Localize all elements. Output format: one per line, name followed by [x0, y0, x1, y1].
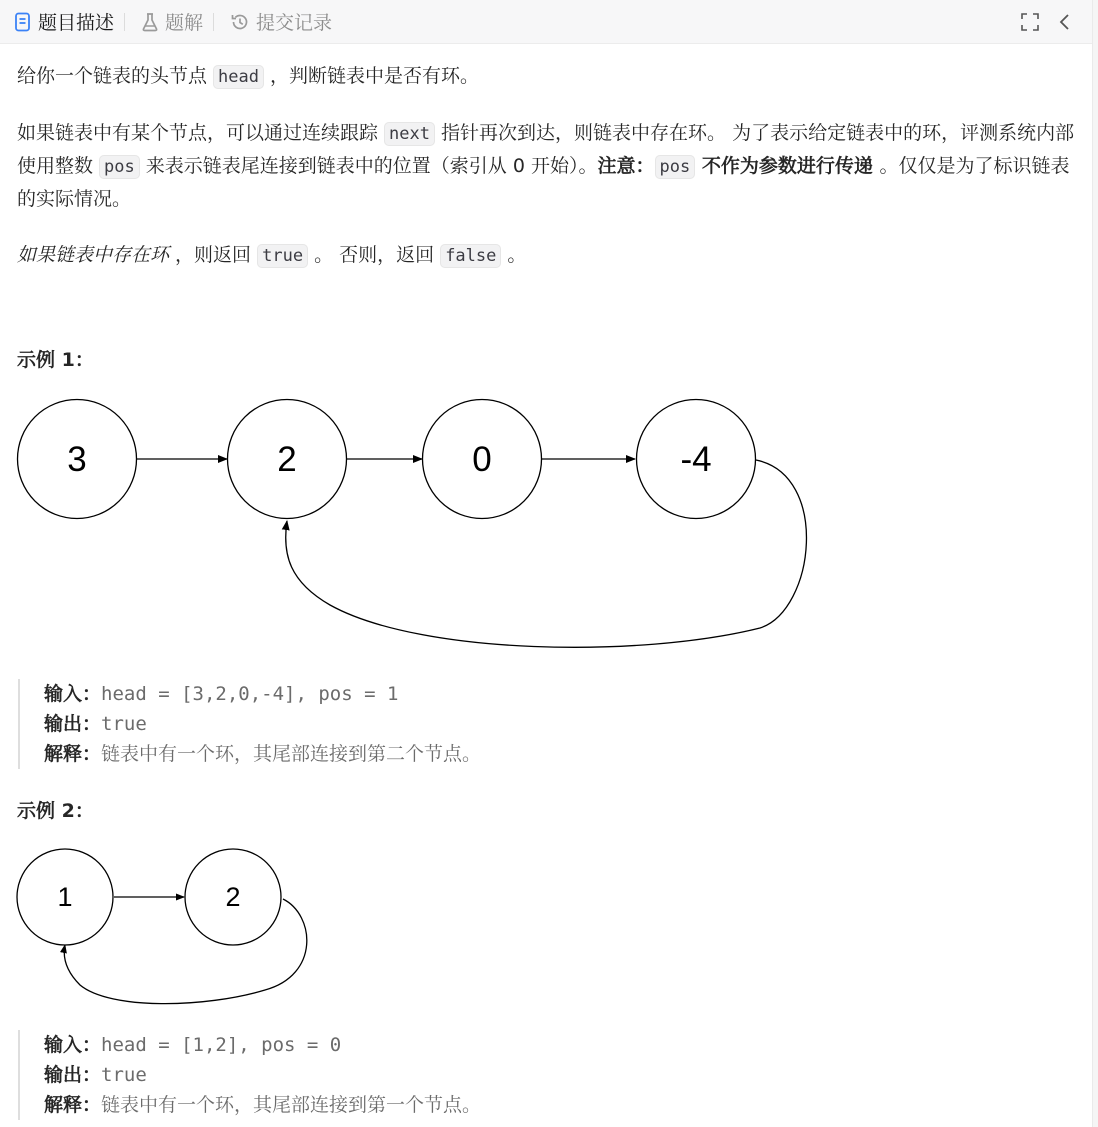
text: 来表示链表尾连接到链表中的位置（索引从 0 开始）。: [139, 155, 598, 177]
tab-solutions[interactable]: [127, 0, 211, 44]
example-1-heading: 示例 1：: [17, 349, 94, 371]
node-value: -4: [680, 440, 712, 479]
text: 。 否则，返回: [308, 244, 441, 266]
tab-solutions-label: 题解: [165, 12, 204, 34]
paragraph-detail: [17, 117, 1077, 215]
list-node: [185, 849, 281, 945]
inline-code: false: [440, 244, 501, 268]
explanation-value: 链表中有一个环，其尾部连接到第二个节点。: [101, 743, 482, 765]
inline-code: pos: [655, 155, 696, 179]
list-node: [228, 400, 347, 519]
tab-submissions-label: 提交记录: [256, 12, 333, 34]
list-node: [18, 400, 137, 519]
node-value: 0: [472, 440, 492, 479]
scrollbar[interactable]: [1092, 0, 1098, 1127]
list-node: [637, 400, 756, 519]
text: 。: [501, 244, 527, 266]
problem-description: [17, 46, 1077, 272]
output-label: 输出：: [44, 1064, 102, 1086]
example-2-linked-list-diagram: [0, 840, 330, 1015]
node-value: 2: [225, 882, 241, 912]
text: ，则返回: [169, 244, 258, 266]
example-output-line: [44, 709, 481, 739]
flask-icon: [141, 12, 159, 32]
fullscreen-icon[interactable]: [1020, 12, 1040, 32]
list-node: [423, 400, 542, 519]
tab-description-label: 题目描述: [38, 12, 115, 34]
text: ，判断链表中是否有环。: [264, 65, 480, 87]
tab-divider: [124, 13, 125, 31]
text: 给你一个链表的头节点: [17, 65, 214, 87]
tab-description[interactable]: [0, 0, 122, 44]
explanation-label: 解释：: [44, 1094, 102, 1116]
history-icon: [230, 12, 250, 32]
node-value: 1: [57, 882, 73, 912]
node-value: 2: [277, 440, 297, 479]
tab-submissions[interactable]: [216, 0, 340, 44]
input-label: 输入：: [44, 1034, 102, 1056]
example-input-line: [44, 1030, 481, 1060]
example-input-line: [44, 679, 481, 709]
example-2-block: [18, 1030, 481, 1120]
text: 。仅仅是为了标识链表的实际情况。: [17, 155, 1070, 210]
output-label: 输出：: [44, 713, 102, 735]
explanation-label: 解释：: [44, 743, 102, 765]
example-1-block: [18, 679, 481, 769]
paragraph-intro: [17, 60, 1077, 93]
example-output-line: [44, 1060, 481, 1090]
output-value: true: [101, 1064, 147, 1086]
document-icon: [14, 12, 32, 32]
tab-bar: [0, 0, 1092, 44]
inline-code: pos: [99, 155, 140, 179]
input-label: 输入：: [44, 683, 102, 705]
output-value: true: [101, 713, 147, 735]
explanation-value: 链表中有一个环，其尾部连接到第一个节点。: [101, 1094, 482, 1116]
bold-text: 不作为参数进行传递: [695, 155, 880, 177]
inline-code: true: [257, 244, 308, 268]
node-value: 3: [67, 440, 87, 479]
inline-code: head: [213, 65, 264, 89]
tab-divider: [213, 13, 214, 31]
input-value: head = [3,2,0,-4], pos = 1: [101, 683, 399, 705]
bold-text: 注意：: [597, 155, 655, 177]
text: 如果链表中有某个节点，可以通过连续跟踪: [17, 122, 385, 144]
text: 指针再次到达，则链表中存在环。 为了表示给定链表中的环，评测系统内部使用整数: [17, 122, 1075, 177]
inline-code: next: [384, 122, 435, 146]
example-1-linked-list-diagram: [0, 390, 830, 660]
italic-text: 如果链表中存在环: [17, 244, 170, 266]
example-2-heading: 示例 2：: [17, 800, 94, 822]
list-node: [17, 849, 113, 945]
example-explanation-line: [44, 1090, 481, 1120]
paragraph-return: [17, 239, 1077, 272]
example-explanation-line: [44, 739, 481, 769]
input-value: head = [1,2], pos = 0: [101, 1034, 342, 1056]
collapse-chevron-left-icon[interactable]: [1058, 12, 1072, 32]
